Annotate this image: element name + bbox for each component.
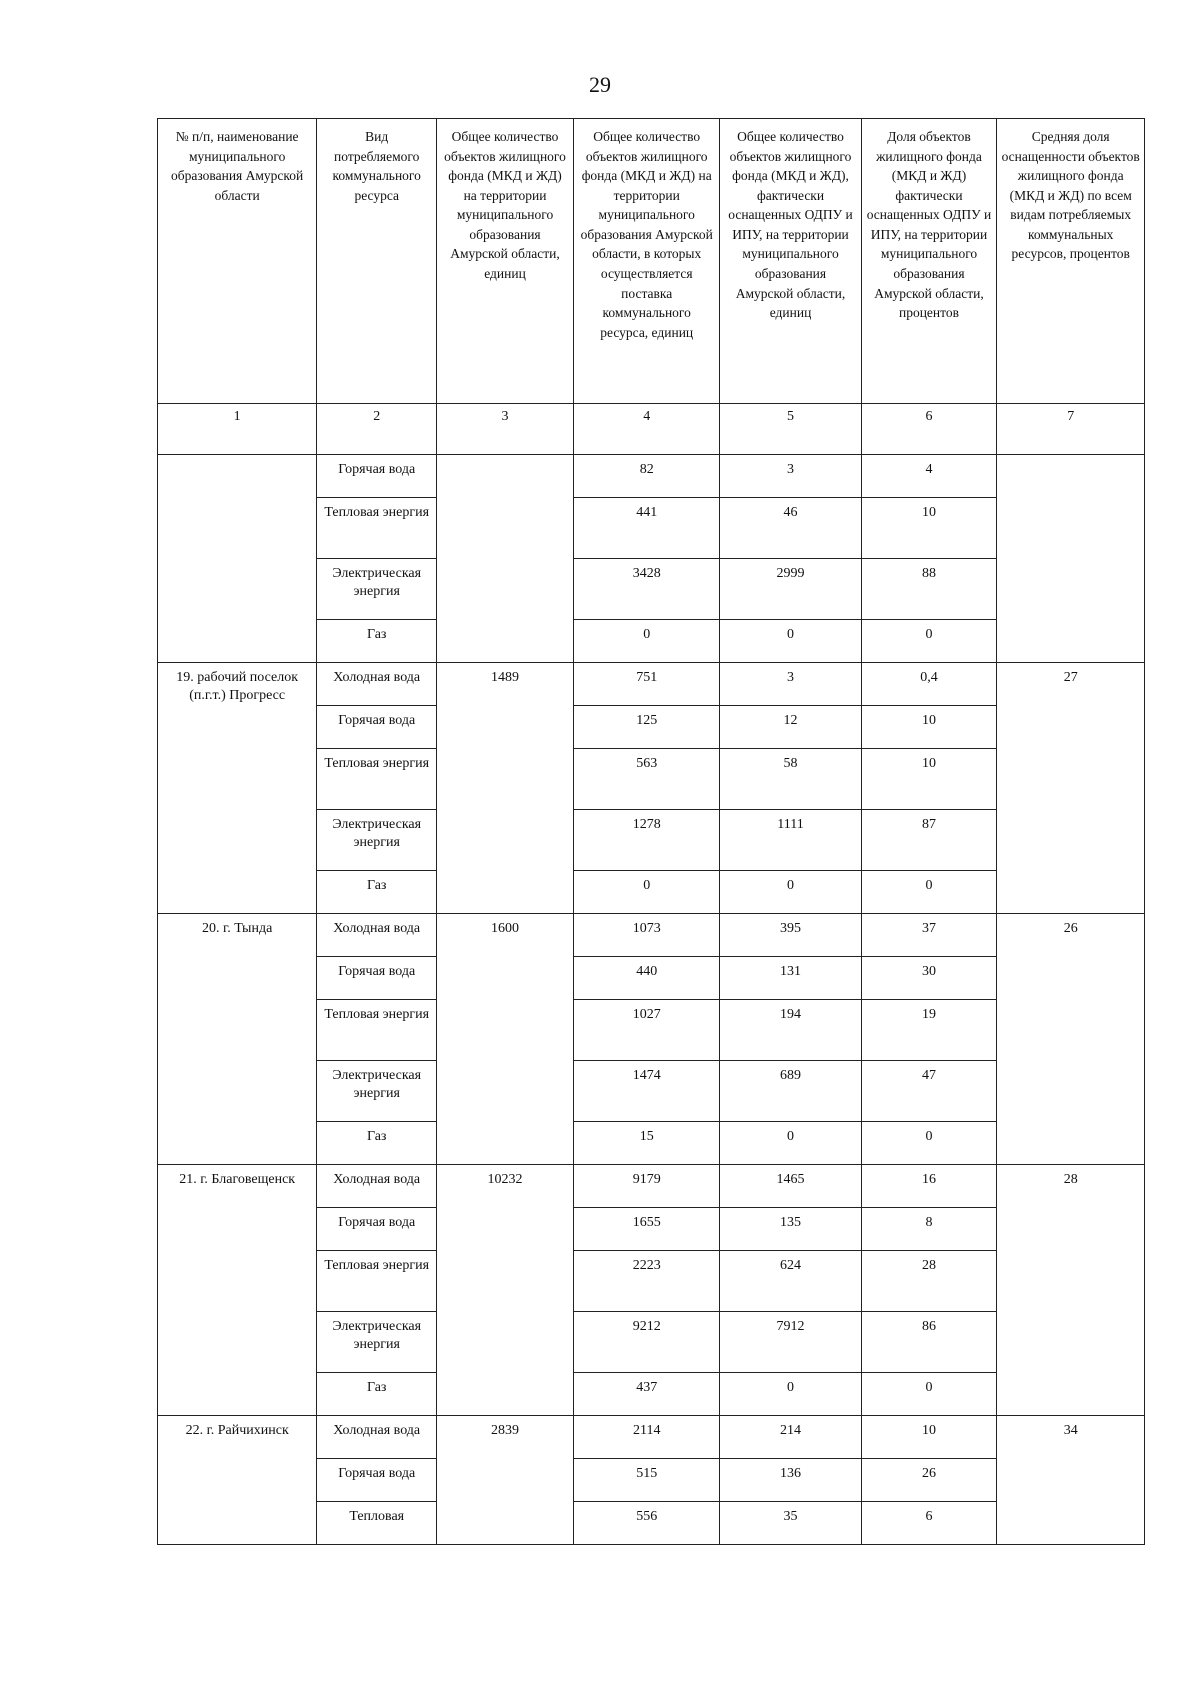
resource-cell: Горячая вода [317,957,437,1000]
supplied-cell: 3428 [573,559,719,620]
resource-cell: Холодная вода [317,1416,437,1459]
supplied-cell: 1278 [573,810,719,871]
share-cell: 88 [861,559,997,620]
column-number: 7 [997,404,1145,455]
page-number: 29 [589,72,611,97]
share-cell: 10 [861,498,997,559]
supplied-cell: 2223 [573,1251,719,1312]
equipped-cell: 0 [720,620,861,663]
equipped-cell: 58 [720,749,861,810]
equipped-cell: 1111 [720,810,861,871]
share-cell: 28 [861,1251,997,1312]
share-cell: 10 [861,1416,997,1459]
resource-cell: Тепловая энергия [317,1000,437,1061]
share-cell: 30 [861,957,997,1000]
equipped-cell: 0 [720,871,861,914]
share-cell: 0,4 [861,663,997,706]
column-number-row [158,404,1145,455]
column-number: 6 [861,404,997,455]
total-cell: 10232 [437,1165,574,1416]
supplied-cell: 437 [573,1373,719,1416]
equipped-cell: 194 [720,1000,861,1061]
share-cell: 16 [861,1165,997,1208]
total-cell-blank [437,455,574,663]
column-number: 4 [573,404,719,455]
equipped-cell: 3 [720,455,861,498]
share-cell: 8 [861,1208,997,1251]
average-cell-blank [997,455,1145,663]
supplied-cell: 556 [573,1502,719,1545]
supplied-cell: 440 [573,957,719,1000]
resource-cell: Холодная вода [317,1165,437,1208]
supplied-cell: 0 [573,620,719,663]
resource-cell: Тепловая [317,1502,437,1545]
supplied-cell: 125 [573,706,719,749]
column-number: 2 [317,404,437,455]
municipality-name: 19. рабочий поселок (п.г.т.) Прогресс [158,663,317,914]
equipped-cell: 3 [720,663,861,706]
header-equipped-share: Доля объектов жилищного фонда (МКД и ЖД) фактически оснащенных ОДПУ и ИПУ, на территории муниципального образования Амурской области, процентов [861,119,997,404]
equipped-cell: 136 [720,1459,861,1502]
column-number: 5 [720,404,861,455]
equipped-cell: 2999 [720,559,861,620]
resource-cell: Электрическая энергия [317,1312,437,1373]
municipality-name: 20. г. Тында [158,914,317,1165]
municipality-cell-blank [158,455,317,663]
supplied-cell: 0 [573,871,719,914]
resource-metering-table [157,118,1145,1545]
table-row [158,455,1145,498]
column-number: 3 [437,404,574,455]
supplied-cell: 441 [573,498,719,559]
municipality-name: 21. г. Благовещенск [158,1165,317,1416]
supplied-cell: 515 [573,1459,719,1502]
resource-cell: Газ [317,871,437,914]
resource-cell: Газ [317,1122,437,1165]
equipped-cell: 214 [720,1416,861,1459]
share-cell: 10 [861,706,997,749]
resource-cell: Горячая вода [317,706,437,749]
resource-cell: Холодная вода [317,914,437,957]
equipped-cell: 0 [720,1122,861,1165]
resource-cell: Газ [317,620,437,663]
supplied-cell: 9179 [573,1165,719,1208]
resource-cell: Холодная вода [317,663,437,706]
equipped-cell: 46 [720,498,861,559]
header-municipality: № п/п, наименование муниципального образования Амурской области [158,119,317,404]
header-resource: Вид потребляемого коммунального ресурса [317,119,437,404]
resource-cell: Электрическая энергия [317,559,437,620]
share-cell: 86 [861,1312,997,1373]
equipped-cell: 689 [720,1061,861,1122]
resource-cell: Газ [317,1373,437,1416]
resource-cell: Электрическая энергия [317,1061,437,1122]
supplied-cell: 1027 [573,1000,719,1061]
share-cell: 6 [861,1502,997,1545]
supplied-cell: 9212 [573,1312,719,1373]
table-row [158,1416,1145,1459]
supplied-cell: 1073 [573,914,719,957]
header-total-objects: Общее количество объектов жилищного фонда (МКД и ЖД) на территории муниципального образования Амурской области, единиц [437,119,574,404]
equipped-cell: 0 [720,1373,861,1416]
header-equipped-objects: Общее количество объектов жилищного фонда (МКД и ЖД), фактически оснащенных ОДПУ и ИПУ, на территории муниципального образования Амурской области, единиц [720,119,861,404]
share-cell: 0 [861,1373,997,1416]
share-cell: 0 [861,871,997,914]
resource-cell: Горячая вода [317,455,437,498]
share-cell: 26 [861,1459,997,1502]
header-row [158,119,1145,404]
equipped-cell: 395 [720,914,861,957]
share-cell: 0 [861,1122,997,1165]
municipality-name: 22. г. Райчихинск [158,1416,317,1545]
equipped-cell: 7912 [720,1312,861,1373]
table-row [158,663,1145,706]
resource-cell: Горячая вода [317,1208,437,1251]
average-cell: 27 [997,663,1145,914]
supplied-cell: 82 [573,455,719,498]
supplied-cell: 1474 [573,1061,719,1122]
total-cell: 1600 [437,914,574,1165]
equipped-cell: 35 [720,1502,861,1545]
share-cell: 10 [861,749,997,810]
resource-cell: Тепловая энергия [317,749,437,810]
header-average-share: Средняя доля оснащенности объектов жилищного фонда (МКД и ЖД) по всем видам потребляемых коммунальных ресурсов, процентов [997,119,1145,404]
share-cell: 87 [861,810,997,871]
equipped-cell: 12 [720,706,861,749]
share-cell: 19 [861,1000,997,1061]
total-cell: 1489 [437,663,574,914]
share-cell: 47 [861,1061,997,1122]
header-supplied-objects: Общее количество объектов жилищного фонда (МКД и ЖД) на территории муниципального образования Амурской области, в которых осуществляется поставка коммунального ресурса, единиц [573,119,719,404]
total-cell: 2839 [437,1416,574,1545]
column-number: 1 [158,404,317,455]
supplied-cell: 1655 [573,1208,719,1251]
table-row [158,1165,1145,1208]
average-cell: 26 [997,914,1145,1165]
supplied-cell: 563 [573,749,719,810]
table-row [158,914,1145,957]
equipped-cell: 1465 [720,1165,861,1208]
resource-cell: Электрическая энергия [317,810,437,871]
share-cell: 37 [861,914,997,957]
resource-cell: Горячая вода [317,1459,437,1502]
average-cell: 28 [997,1165,1145,1416]
equipped-cell: 135 [720,1208,861,1251]
share-cell: 4 [861,455,997,498]
supplied-cell: 2114 [573,1416,719,1459]
share-cell: 0 [861,620,997,663]
supplied-cell: 751 [573,663,719,706]
supplied-cell: 15 [573,1122,719,1165]
equipped-cell: 131 [720,957,861,1000]
average-cell: 34 [997,1416,1145,1545]
equipped-cell: 624 [720,1251,861,1312]
resource-cell: Тепловая энергия [317,498,437,559]
resource-cell: Тепловая энергия [317,1251,437,1312]
